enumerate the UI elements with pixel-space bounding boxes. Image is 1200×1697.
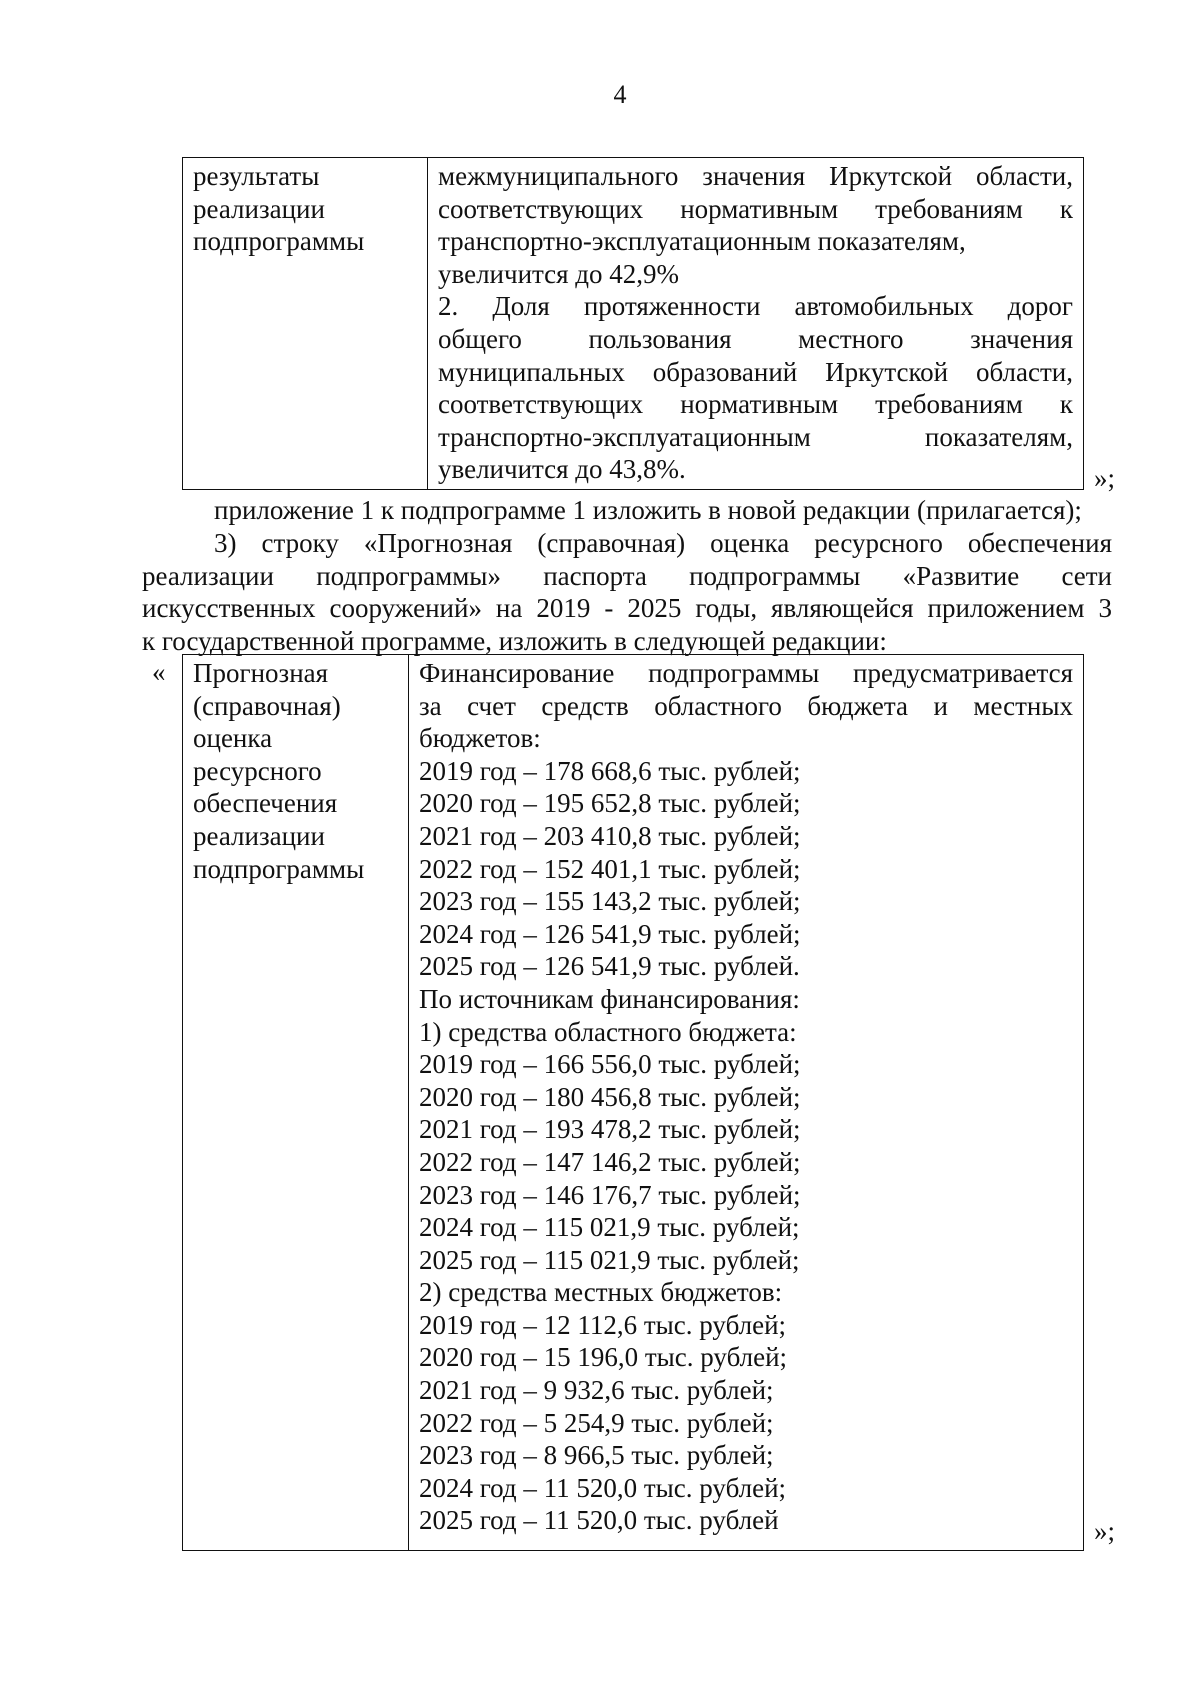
opening-quote: « [152,657,166,687]
text-line: По источникам финансирования: [419,983,800,1014]
label-line: обеспечения [193,788,338,819]
text-line: увеличится до 43,8%. [438,454,686,485]
funding-text-cell [409,655,1084,1551]
paragraph-item-3 [142,527,1112,657]
label-line: подпрограммы [193,853,365,884]
text-line: 2021 год – 203 410,8 тыс. рублей; [419,820,801,851]
text-line: 2021 год – 9 932,6 тыс. рублей; [419,1375,774,1406]
table-row [183,655,1084,1551]
text-line: 2021 год – 193 478,2 тыс. рублей; [419,1114,801,1145]
paragraph-line: к государственной программе, изложить в следующей редакции: [142,625,887,656]
text-line: 2. Доля протяженности автомобильных дорог [438,291,1073,322]
text-line: 2020 год – 15 196,0 тыс. рублей; [419,1342,788,1373]
text-line: 2020 год – 195 652,8 тыс. рублей; [419,788,801,819]
text-line: 2022 год – 152 401,1 тыс. рублей; [419,853,801,884]
text-line: Финансирование подпрограммы предусматривается [419,658,1073,688]
text-line: общего пользования местного значения [438,323,1073,354]
paragraph-line: 3) строку «Прогнозная (справочная) оценка ресурсного обеспечения [214,528,1112,558]
text-line: 2025 год – 115 021,9 тыс. рублей; [419,1244,800,1275]
text-line: соответствующих нормативным требованиям к [438,193,1073,224]
text-line: 2023 год – 8 966,5 тыс. рублей; [419,1440,774,1471]
label-line: (справочная) [193,690,341,721]
text-line: муниципальных образований Иркутской области, [438,356,1073,387]
text-line: транспортно-эксплуатационным показателям, [438,421,1073,452]
text-line: бюджетов: [419,723,541,754]
text-line: 2) средства местных бюджетов: [419,1277,783,1308]
text-line: 2019 год – 178 668,6 тыс. рублей; [419,755,801,786]
paragraph-line: искусственных сооружений» на 2019 - 2025 годы, являющейся приложением 3 [142,593,1112,623]
label-line: Прогнозная [193,658,329,688]
text-line: 2024 год – 11 520,0 тыс. рублей; [419,1472,787,1503]
text-line: 2019 год – 166 556,0 тыс. рублей; [419,1049,801,1080]
label-line: ресурсного [193,755,322,786]
text-line: 1) средства областного бюджета: [419,1016,797,1047]
page-number: 4 [613,80,627,109]
text-line: за счет средств областного бюджета и местных [419,690,1073,721]
closing-quote: »; [1094,1516,1116,1546]
text-line: 2022 год – 147 146,2 тыс. рублей; [419,1146,801,1177]
paragraph-text: приложение 1 к подпрограмме 1 изложить в новой редакции (прилагается); [214,495,1082,525]
text-line: 2025 год – 11 520,0 тыс. рублей [419,1505,779,1536]
text-line: 2025 год – 126 541,9 тыс. рублей. [419,951,800,982]
label-line: реализации [193,820,325,851]
text-line: 2024 год – 115 021,9 тыс. рублей; [419,1212,800,1243]
results-label-cell [183,158,428,490]
text-line: 2020 год – 180 456,8 тыс. рублей; [419,1081,801,1112]
text-line: межмуниципального значения Иркутской области, [438,161,1073,191]
text-line: транспортно-эксплуатационным показателям, [438,226,966,257]
results-table [182,157,1084,490]
text-line: 2019 год – 12 112,6 тыс. рублей; [419,1309,787,1340]
text-line: 2022 год – 5 254,9 тыс. рублей; [419,1407,774,1438]
label-line: оценка [193,723,273,754]
results-text-cell [428,158,1084,490]
funding-label-cell [183,655,409,1551]
paragraph-line: реализации подпрограммы» паспорта подпрограммы «Развитие сети [142,560,1112,591]
label-line: результаты [193,161,320,191]
table-row [183,158,1084,490]
label-line: реализации [193,193,325,224]
funding-table [182,654,1084,1551]
text-line: 2023 год – 146 176,7 тыс. рублей; [419,1179,801,1210]
text-line: 2023 год – 155 143,2 тыс. рублей; [419,886,801,917]
closing-quote: »; [1094,463,1116,493]
text-line: соответствующих нормативным требованиям к [438,389,1073,420]
label-line: подпрограммы [193,226,365,257]
text-line: увеличится до 42,9% [438,258,680,289]
text-line: 2024 год – 126 541,9 тыс. рублей; [419,918,801,949]
paragraph-appendix [142,494,1112,527]
